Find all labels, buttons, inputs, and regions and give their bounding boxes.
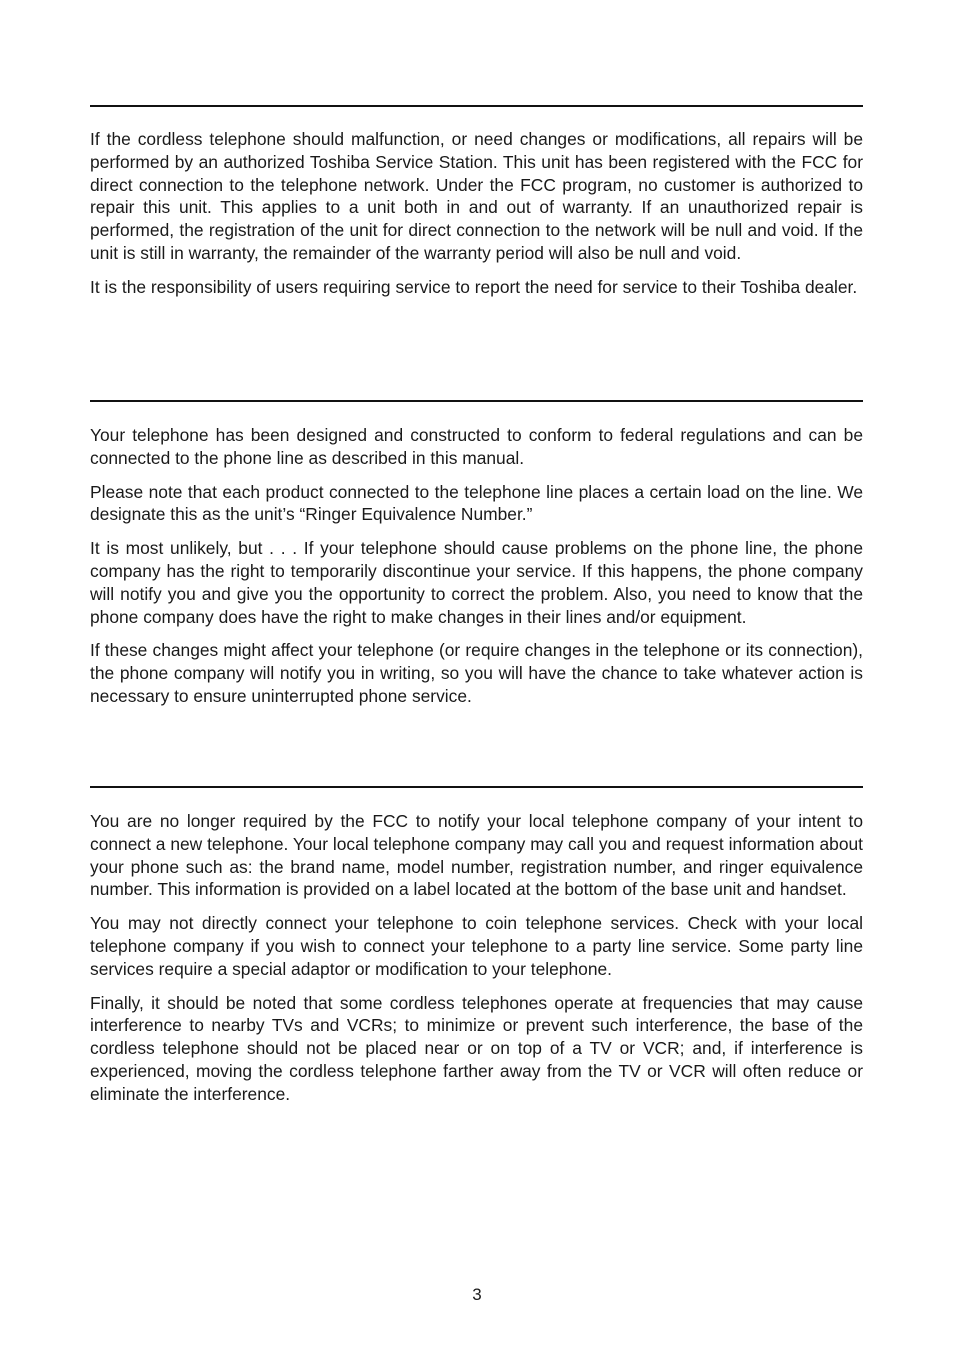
section-divider-1 — [90, 105, 863, 107]
section-divider-3 — [90, 786, 863, 788]
section-service — [90, 128, 863, 310]
section-divider-2 — [90, 400, 863, 402]
paragraph: Finally, it should be noted that some cordless telephones operate at frequencies that may cause interference to nearby TVs and VCRs; to minimize or prevent such interference, the base of the cordless telephone should not be placed near or on top of a TV or VCR; and, if interference is experienced, moving the cordless telephone farther away from the TV or VCR will often reduce or eliminate the interference. — [90, 992, 863, 1104]
paragraph: If these changes might affect your telephone (or require changes in the telephone or its connection), the phone company will notify you in writing, so you will have the chance to take whatever action is necessary to ensure uninterrupted phone service. — [90, 640, 863, 706]
paragraph: Please note that each product connected to the telephone line places a certain load on the line. We designate this as the unit’s “Ringer Equivalence Number.” — [90, 481, 863, 525]
paragraph: You are no longer required by the FCC to notify your local telephone company of your intent to connect a new telephone. Your local telephone company may call you and request information about your phone such as: the brand name, model number, registration number, and ringer equivalence number. This information is provided on a label located at the bottom of the base unit and handset. — [90, 811, 863, 900]
section-telephone-company-rights — [90, 424, 863, 719]
section-connection-information — [90, 810, 863, 1117]
page-number: 3 — [472, 1285, 482, 1304]
paragraph: It is most unlikely, but . . . If your telephone should cause problems on the phone line, the phone company has the right to temporarily discontinue your service. If this happens, the phone company will notify you and give you the opportunity to correct the problem. Also, you need to know that the phone company does have the right to make changes in their lines and/or equipment. — [90, 538, 863, 627]
paragraph: If the cordless telephone should malfunction, or need changes or modifications, all repairs will be performed by an authorized Toshiba Service Station. This unit has been registered with the FCC for direct connection to the telephone network. Under the FCC program, no customer is authorized to repair this unit. This applies to a unit both in and out of warranty. If an unauthorized repair is performed, the registration of the unit for direct connection to the network will be null and void. If the unit is still in warranty, the remainder of the warranty period will also be null and void. — [90, 129, 863, 263]
paragraph: It is the responsibility of users requiring service to report the need for service to their Toshiba dealer. — [90, 276, 858, 297]
paragraph: You may not directly connect your telephone to coin telephone services. Check with your local telephone company if you wish to connect your telephone to a party line service. Some party line services require a special adaptor or modification to your telephone. — [90, 913, 863, 979]
paragraph: Your telephone has been designed and constructed to conform to federal regulations and can be connected to the phone line as described in this manual. — [90, 425, 863, 468]
